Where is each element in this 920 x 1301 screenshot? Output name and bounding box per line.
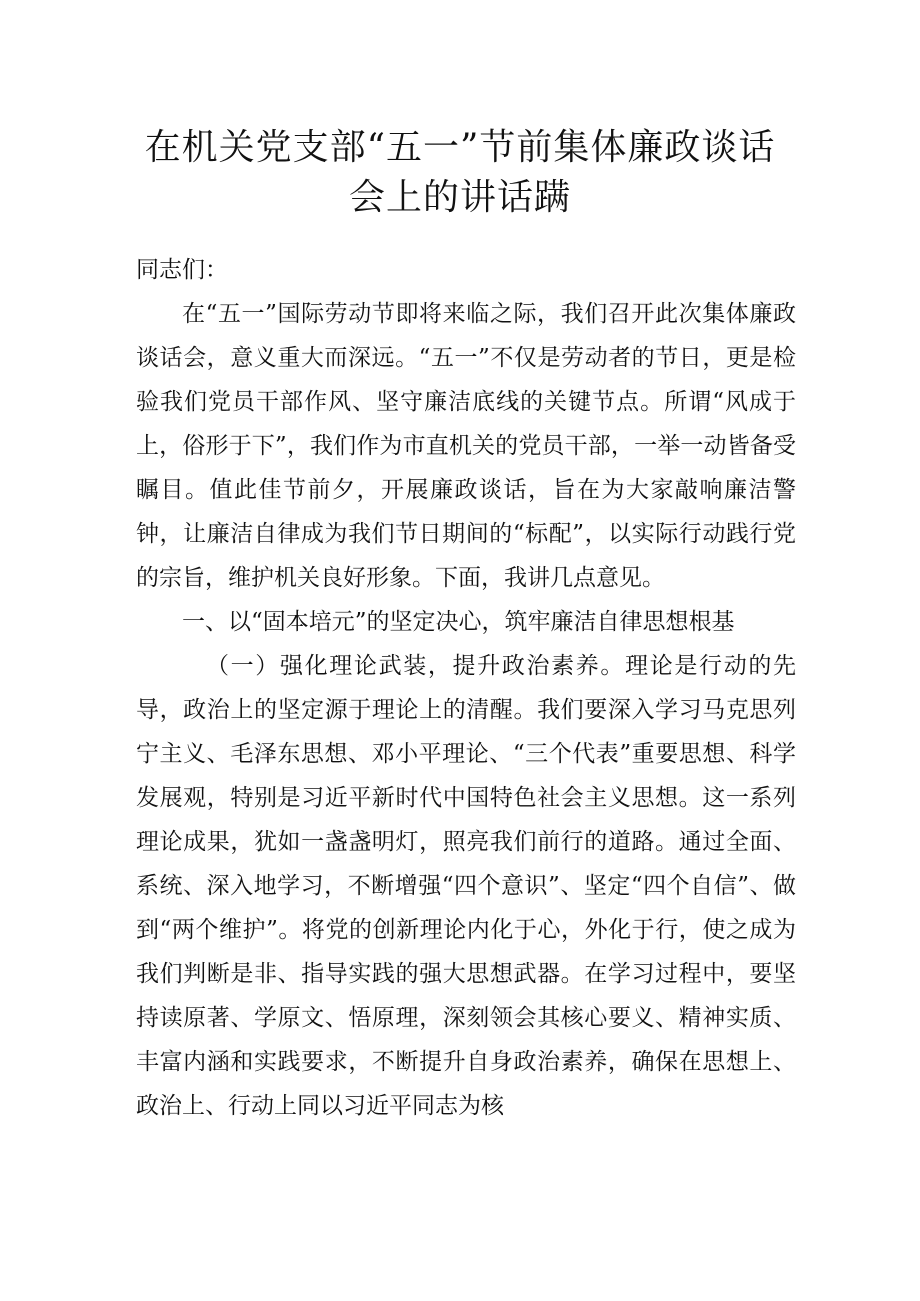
section-heading-1: 一、以“固本培元”的坚定决心，筑牢廉洁自律思想根基 (182, 609, 735, 635)
document-body (136, 248, 796, 1128)
document-title (120, 123, 800, 223)
title-line-1: 在机关党支部“五一”节前集体廉政谈话 (144, 127, 776, 168)
title-line-2: 会上的讲话蹒 (348, 177, 571, 218)
paragraph-intro: 在“五一”国际劳动节即将来临之际，我们召开此次集体廉政谈话会，意义重大而深远。“五一”不仅是劳动者的节日，更是检验我们党员干部作风、坚守廉洁底线的关键节点。所谓“风成于上，俗形于下”，我们作为市直机关的党员干部，一举一动皆备受瞩目。值此佳节前夕，开展廉政谈话，旨在为大家敲响廉洁警钟，让廉洁自律成为我们节日期间的“标配”，以实际行动践行党的宗旨，维护机关良好形象。下面，我讲几点意见。 (136, 301, 796, 591)
paragraph-subsection-1: （一）强化理论武装，提升政治素养。理论是行动的先导，政治上的坚定源于理论上的清醒。我们要深入学习马克思列宁主义、毛泽东思想、邓小平理论、“三个代表”重要思想、科学发展观，特别是习近平新时代中国特色社会主义思想。这一系列理论成果，犹如一盏盏明灯，照亮我们前行的道路。通过全面、系统、深入地学习，不断增强“四个意识”、坚定“四个自信”、做到“两个维护”。将党的创新理论内化于心，外化于行，使之成为我们判断是非、指导实践的强大思想武器。在学习过程中，要坚持读原著、学原文、悟原理，深刻领会其核心要义、精神实质、丰富内涵和实践要求，不断提升自身政治素养，确保在思想上、政治上、行动上同以习近平同志为核 (136, 653, 796, 1119)
salutation: 同志们： (136, 257, 228, 283)
